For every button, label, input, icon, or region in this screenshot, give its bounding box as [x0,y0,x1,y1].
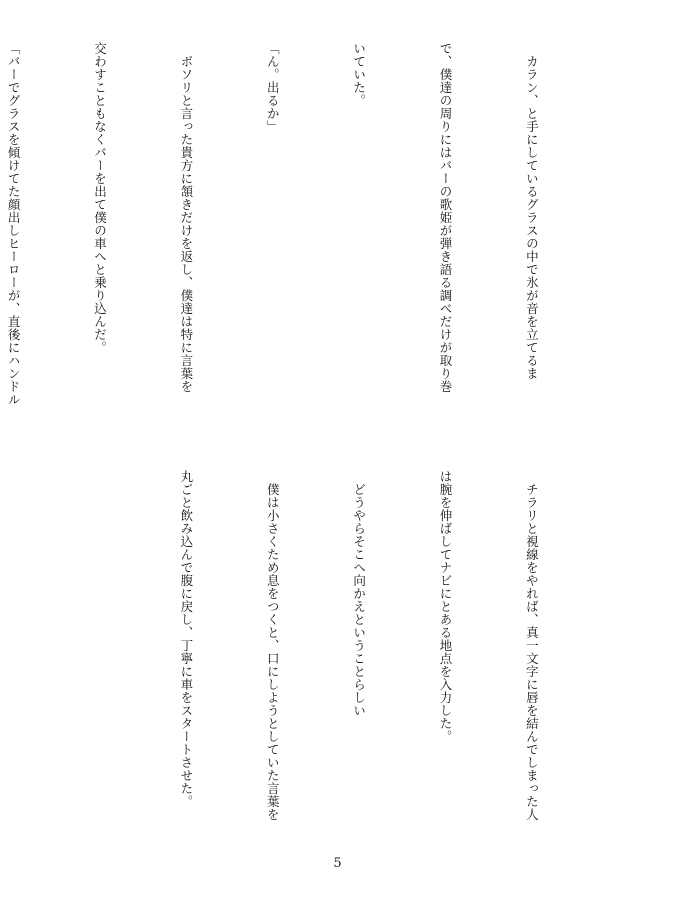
upper-text-column [6,42,603,422]
text-line: 交わすこともなくバーを出て僕の車へと乗り込んだ。 [92,42,108,354]
text-line: で、僕達の周りにはバーの歌姫が弾き語る調べだけが取り巻 [438,42,454,393]
text-line: 「ん。出るか」 [265,42,281,133]
text-line: ボソリと言った貴方に頷きだけを返し、僕達は特に言葉を [178,42,194,393]
text-line: チラリと視線をやれば、真一文字に唇を結んでしまった人 [524,470,540,821]
text-line: 僕は小さくため息をつくと、口にしようとしていた言葉を [265,470,281,821]
text-line: いていた。 [351,42,367,107]
text-line: 「バーでグラスを傾けてた顔出しヒーローが、直後にハンドル [6,42,22,406]
lower-text-column [178,470,603,821]
text-line: どうやらそこへ向かえということらしい [351,470,367,717]
text-line: は腕を伸ばしてナビにとある地点を入力した。 [438,470,454,743]
page-number: 5 [333,856,342,871]
text-line: 丸ごと飲み込んで腹に戻し、丁寧に車をスタートさせた。 [178,470,194,808]
text-line: カラン、と手にしているグラスの中で氷が音を立てるま [524,42,540,380]
